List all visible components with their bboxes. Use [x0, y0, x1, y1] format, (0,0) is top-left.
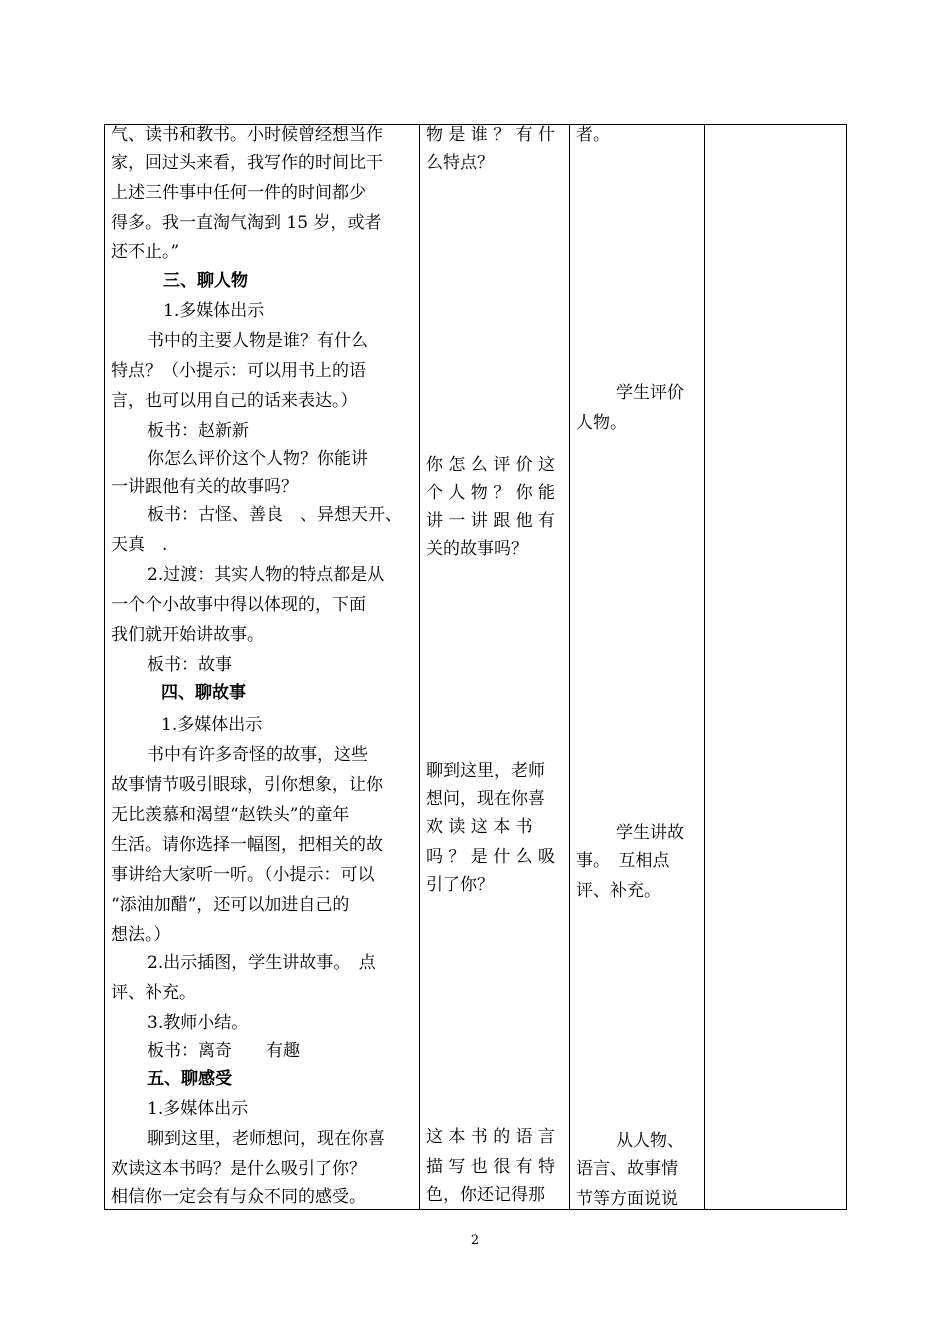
text-line: 关的故事吗？: [426, 539, 528, 559]
text-line: 者。: [576, 125, 610, 145]
text-line: 聊到这里，老师: [426, 761, 545, 781]
text-line: 评、补充。: [576, 881, 661, 901]
text-line: 无比羡慕和渴望“赵铁头”的童年: [111, 805, 350, 825]
text-line: 三、聊人物: [163, 271, 248, 291]
text-line: 描 写 也 很 有 特: [426, 1157, 556, 1177]
text-line: 评、补充。: [111, 983, 196, 1003]
text-line: 五、聊感受: [147, 1069, 232, 1089]
text-line: 板书：赵新新: [147, 421, 249, 441]
text-line: 上述三件事中任何一件的时间都少: [111, 183, 366, 203]
text-line: 学生评价: [616, 383, 684, 403]
text-line: 我们就开始讲故事。: [111, 625, 264, 645]
teaching-process-cell: [105, 125, 420, 1210]
text-line: 语言、故事情: [576, 1159, 678, 1179]
text-line: 气、读书和教书。小时候曾经想当作: [111, 125, 383, 145]
text-line: 相信你一定会有与众不同的感受。: [111, 1187, 366, 1207]
text-line: 得多。我一直淘气淘到 15 岁，或者: [111, 213, 382, 233]
text-line: 板书：离奇 有趣: [147, 1041, 300, 1061]
text-line: 事讲给大家听一听。（小提示：可以: [111, 865, 375, 885]
text-line: 四、聊故事: [161, 683, 246, 703]
text-line: 2.过渡：其实人物的特点都是从: [147, 565, 385, 585]
text-line: 物 是 谁 ？ 有 什: [426, 125, 556, 145]
text-line: 吗 ？ 是 什 么 吸: [426, 847, 556, 867]
text-line: 想问，现在你喜: [426, 789, 545, 809]
text-line: 1.多媒体出示: [163, 301, 265, 321]
text-line: 言，也可以用自己的话来表达。）: [111, 391, 358, 411]
text-line: 2.出示插图，学生讲故事。 点: [147, 953, 376, 973]
text-line: 书中的主要人物是谁？有什么: [147, 331, 368, 351]
lesson-plan-table: [104, 124, 847, 1210]
text-line: 一讲跟他有关的故事吗？: [111, 477, 298, 497]
notes-cell: [705, 125, 847, 1210]
text-line: 天真 .: [111, 535, 168, 555]
text-line: 这 本 书 的 语 言: [426, 1127, 556, 1147]
text-line: 故事情节吸引眼球，引你想象，让你: [111, 775, 383, 795]
text-line: 家，回过头来看，我写作的时间比干: [111, 153, 383, 173]
page-number: 2: [470, 1233, 480, 1248]
text-line: 特点？（小提示：可以用书上的语: [111, 361, 366, 381]
text-line: 欢 读 这 本 书: [426, 817, 533, 837]
text-line: 学生讲故: [616, 823, 684, 843]
text-line: 从人物、: [616, 1131, 684, 1151]
text-line: 聊到这里，老师想问，现在你喜: [147, 1129, 385, 1149]
text-line: 1.多媒体出示: [147, 1099, 249, 1119]
text-line: 节等方面说说: [576, 1189, 678, 1209]
text-line: 板书：古怪、善良 、异想天开、: [147, 505, 402, 525]
text-line: 想法。）: [111, 925, 171, 945]
text-line: 么特点？: [426, 153, 494, 173]
text-line: “添油加醋”，还可以加进自己的: [111, 895, 350, 915]
text-line: 一个个小故事中得以体现的，下面: [111, 595, 366, 615]
text-line: 你怎么评价这个人物？你能讲: [147, 449, 368, 469]
student-activity-cell: [570, 125, 705, 1210]
teacher-question-cell: [420, 125, 570, 1210]
text-line: 个 人 物 ？ 你 能: [426, 483, 556, 503]
text-line: 生活。请你选择一幅图，把相关的故: [111, 835, 383, 855]
text-line: 板书：故事: [147, 655, 232, 675]
text-line: 1.多媒体出示: [161, 715, 263, 735]
text-line: 事。 互相点: [576, 851, 670, 871]
text-line: 讲 一 讲 跟 他 有: [426, 511, 556, 531]
text-line: 3.教师小结。: [147, 1013, 249, 1033]
text-line: 色，你还记得那: [426, 1185, 545, 1205]
text-line: 人物。: [576, 413, 627, 433]
text-line: 你 怎 么 评 价 这: [426, 455, 556, 475]
text-line: 引了你？: [426, 875, 494, 895]
text-line: 书中有许多奇怪的故事，这些: [147, 745, 368, 765]
text-line: 欢读这本书吗？是什么吸引了你？: [111, 1159, 366, 1179]
table-row: [105, 125, 847, 1210]
text-line: 还不止。”: [111, 242, 180, 262]
